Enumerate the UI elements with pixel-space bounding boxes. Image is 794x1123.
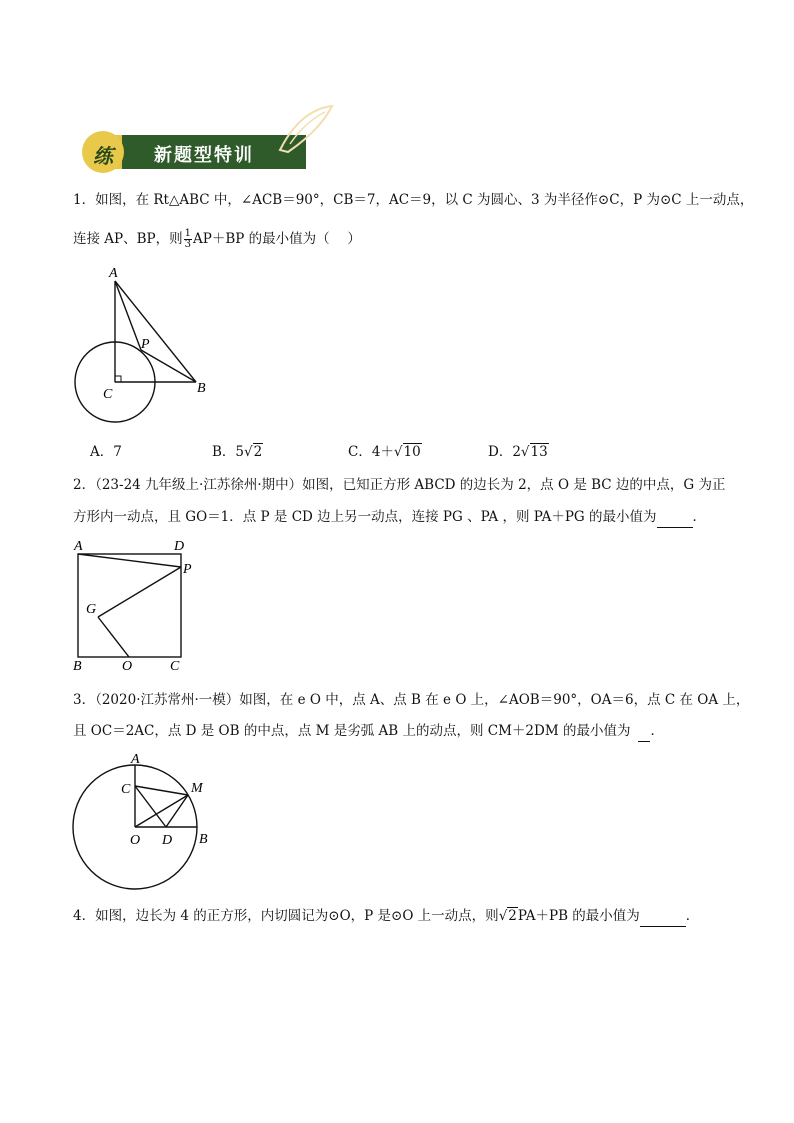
q4-line1-pre: 4．如图，边长为 4 的正方形，内切圆记为⊙O，P 是⊙O 上一动点，则 <box>73 908 499 924</box>
q1-frac-num: 1 <box>184 228 192 239</box>
q2-figure <box>66 537 206 672</box>
q3-label-m: M <box>191 781 203 796</box>
pen-watermark-icon <box>270 100 340 160</box>
q1-line2-pre: 连接 AP、BP，则 <box>73 231 183 247</box>
q2-label-d: D <box>174 539 185 554</box>
q1-option-b: B．5√2 <box>212 444 263 460</box>
q1-segment-pb <box>141 350 196 382</box>
q2-label-a: A <box>74 539 83 554</box>
q1-option-c-text: C．4＋ <box>348 444 394 460</box>
q3-segment-cd <box>135 786 166 827</box>
q2-answer-blank <box>657 507 693 528</box>
q3-label-c: C <box>121 782 131 797</box>
q1-right-angle-mark <box>115 376 121 382</box>
q1-option-a: A．7 <box>90 444 122 460</box>
q3-answer-blank <box>638 721 650 742</box>
q1-option-c-radicand: 10 <box>403 444 421 460</box>
q3-segment-dm <box>166 795 188 827</box>
q4-text-line1: 4．如图，边长为 4 的正方形，内切圆记为⊙O，P 是⊙O 上一动点，则√2PA＋PB 的最小值为 ． <box>73 906 699 927</box>
q4-radicand: 2 <box>508 908 517 924</box>
q3-label-a: A <box>131 752 140 767</box>
q3-label-b: B <box>199 832 208 847</box>
q4-line1-end: ． <box>685 908 700 924</box>
q1-label-a: A <box>109 266 118 281</box>
q3-line2-end: ． <box>650 723 664 739</box>
q1-label-p: P <box>141 337 150 352</box>
q1-option-d-text: D．2 <box>488 444 521 460</box>
q3-text-line1: 3．（2020·江苏常州·一模）如图，在 e O 中，点 A、点 B 在 e O 上，∠AOB＝90°，OA＝6，点 C 在 OA 上， <box>73 692 750 708</box>
q1-option-b-radicand: 2 <box>253 444 263 460</box>
q3-figure <box>66 748 222 896</box>
q2-segment-go <box>98 617 129 657</box>
q1-frac-den: 3 <box>184 239 192 250</box>
q2-line2-text: 方形内一动点，且 GO＝1．点 P 是 CD 边上另一动点，连接 PG 、PA ，则 PA＋PG 的最小值为 <box>73 509 657 525</box>
q2-label-p: P <box>183 562 192 577</box>
q1-text-line2 <box>73 229 361 250</box>
q1-fraction <box>184 229 192 250</box>
badge-char: 练 <box>93 144 113 168</box>
q2-label-c: C <box>170 659 180 672</box>
q2-label-g: G <box>86 602 97 617</box>
q1-option-c: C．4＋√10 <box>348 444 421 460</box>
q1-label-b: B <box>197 381 206 396</box>
q1-option-d-radicand: 13 <box>530 444 548 460</box>
q1-segment-ab <box>115 281 196 382</box>
q3-label-o: O <box>130 833 141 848</box>
q2-line2-end: ． <box>692 509 707 525</box>
q3-segment-cm <box>135 786 188 795</box>
q1-text-line1: 1．如图，在 Rt△ABC 中，∠ACB＝90°，CB＝7，AC＝9，以 C 为圆心、3 为半径作⊙C，P 为⊙C 上一动点， <box>73 192 754 208</box>
q2-segment-pg <box>98 567 181 617</box>
q3-label-d: D <box>162 833 173 848</box>
q2-label-b: B <box>73 659 82 672</box>
q3-text-line2 <box>73 721 664 742</box>
section-title: 新题型特训 <box>154 145 254 166</box>
q2-label-o: O <box>122 659 133 672</box>
q4-answer-blank <box>640 906 686 927</box>
q1-option-d: D．2√13 <box>488 444 548 460</box>
q4-line1-post: PA＋PB 的最小值为 <box>517 908 640 924</box>
q2-text-line2 <box>73 507 706 528</box>
q1-figure <box>66 262 216 428</box>
q3-line2-text: 且 OC＝2AC，点 D 是 OB 的中点，点 M 是劣弧 AB 上的动点，则 CM＋2DM 的最小值为 <box>73 723 631 739</box>
q1-option-b-text: B．5 <box>212 444 245 460</box>
q1-line2-post: AP＋BP 的最小值为（ ） <box>193 231 361 247</box>
q2-segment-pa <box>78 554 181 567</box>
q1-label-c: C <box>103 387 113 402</box>
q2-text-line1: 2．（23-24 九年级上·江苏徐州·期中）如图，已知正方形 ABCD 的边长为 2，点 O 是 BC 边的中点，G 为正 <box>73 477 726 493</box>
q1-segment-ap <box>115 281 141 350</box>
